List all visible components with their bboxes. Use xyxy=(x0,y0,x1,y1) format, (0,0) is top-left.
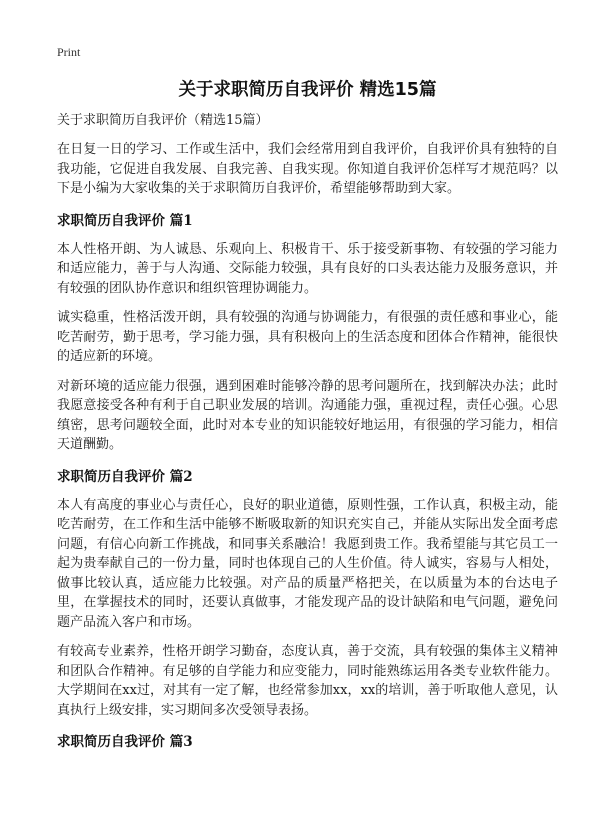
section-1-paragraph-2: 诚实稳重，性格活泼开朗，具有较强的沟通与协调能力，有很强的责任感和事业心，能吃苦耐劳，勤于思考，学习能力强，具有积极向上的生活态度和团体合作精神，能很快的适应新的环境。 xyxy=(57,310,558,364)
section-1-paragraph-3: 对新环境的适应能力很强，遇到困难时能够冷静的思考问题所在，找到解决办法；此时我愿意接受各种有利于自己职业发展的培训。沟通能力强，重视过程，责任心强。心思缜密，思考问题较全面，此时对本专业的知识能较好地运用，有很强的学习能力，相信天道酬勤。 xyxy=(57,378,558,452)
intro-paragraph: 在日复一日的学习、工作或生活中，我们会经常用到自我评价，自我评价具有独特的自我功能，它促进自我发展、自我完善、自我实现。你知道自我评价怎样写才规范吗？以下是小编为大家收集的关于求职简历自我评价，希望能够帮助到大家。 xyxy=(57,142,558,196)
section-2-paragraph-2: 有较高专业素养，性格开朗学习勤奋，态度认真，善于交流，具有较强的集体主义精神和团队合作精神。有足够的自学能力和应变能力，同时能熟练运用各类专业软件能力。大学期间在xx过，对其有一定了解，也经常参加xx，xx的培训，善于听取他人意见，认真执行上级安排，实习期间多次受领导表扬。 xyxy=(57,644,558,718)
section-heading-1: 求职简历自我评价 篇1 xyxy=(57,212,193,229)
print-label[interactable]: Print xyxy=(57,45,81,59)
section-2-paragraph-1: 本人有高度的事业心与责任心，良好的职业道德，原则性强，工作认真，积极主动，能吃苦耐劳，在工作和生活中能够不断吸取新的知识充实自己，并能从实际出发全面考虑问题，有信心向新工作挑战，和同事关系融洽！我愿到贵工作。我希望能与其它员工一起为贵奉献自己的一份力量，同时也体现自己的人生价值。待人诚实，容易与人相处，做事比较认真，适应能力比较强。对产品的质量严格把关，在以质量为本的台达电子里，在掌握技术的同时，还要认真做事，才能发现产品的设计缺陷和电气问题，避免问题产品流入客户和市场。 xyxy=(57,497,558,630)
section-1-paragraph-1: 本人性格开朗、为人诚恳、乐观向上、积极肯干、乐于接受新事物、有较强的学习能力和适应能力，善于与人沟通、交际能力较强，具有良好的口头表达能力及服务意识，并有较强的团队协作意识和组织管理协调能力。 xyxy=(57,241,558,296)
page-title: 关于求职简历自我评价 精选15篇 xyxy=(178,80,437,100)
section-heading-3: 求职简历自我评价 篇3 xyxy=(57,734,193,750)
section-heading-2: 求职简历自我评价 篇2 xyxy=(57,468,193,485)
document-subtitle: 关于求职简历自我评价（精选15篇） xyxy=(57,113,269,128)
